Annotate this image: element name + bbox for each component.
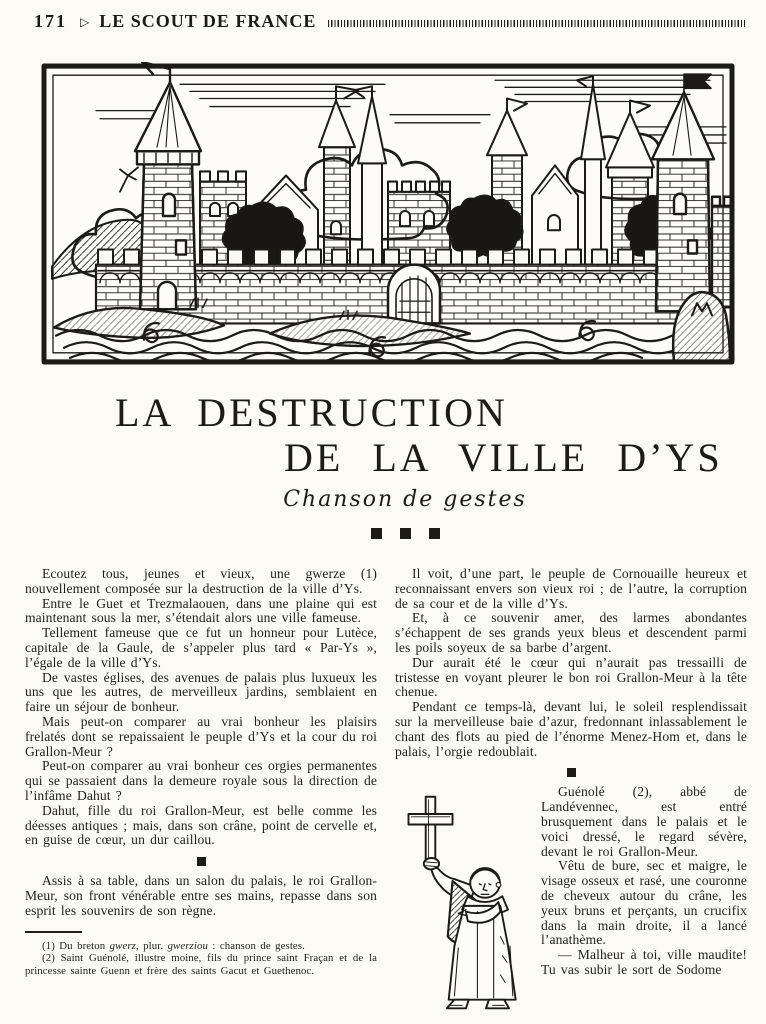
paragraph: Mais peut-on comparer au vrai bonheur les plaisirs frelatés dont se repaissaient le peuple d’Ys et la cour du roi Grallon-Meur ? [25, 713, 377, 759]
footnotes [25, 931, 377, 978]
monk-foot [447, 1000, 469, 1009]
monk-guenole-illustration [397, 790, 531, 1016]
page-header [34, 11, 746, 32]
article-title-line1: LA DESTRUCTION [115, 390, 508, 435]
paragraph: Tellement fameuse que ce fut un honneur pour Lutèce, capitale de la Gaule, de s’appeler plus tard « Par-Ys », l’égale de la ville d’Ys. [25, 625, 377, 670]
paragraph: Et, à ce souvenir amer, des larmes abondantes s’échappent de ses grands yeux bleus et descendent parmi les poils soyeux de sa barbe d’argent. [395, 610, 747, 655]
city-gate [388, 265, 440, 324]
crucifix [408, 797, 452, 860]
dotted-rule [328, 20, 746, 27]
article-title-line2: DE LA VILLE D’YS [284, 434, 723, 480]
city-of-ys-woodcut [40, 62, 736, 366]
paragraph: Assis à sa table, dans un salon du palais, le roi Grallon-Meur, son front vénérable entre ses mains, repasse dans son esprit les souvenirs de son règne. [25, 873, 377, 918]
footnote-2: (2) Saint Guénolé, illustre moine, fils du prince saint Fraçan et de la princesse sainte Guenn et frère des saints Gacut et Guethenoc. [25, 952, 377, 977]
monk-section [395, 785, 747, 1016]
right-column [395, 567, 747, 1016]
article-body [25, 567, 747, 1016]
ornament-square [429, 528, 440, 539]
title-ornament-squares [45, 528, 765, 539]
paragraph: Peut-on comparer au vrai bonheur ces orgies permanentes qui se passaient dans la demeure royale sous la direction de l’infâme Dahut ? [25, 758, 377, 803]
paragraph: Ecoutez tous, jeunes et vieux, une gwerze (1) nouvellement composée sur la destruction de la ville d’Ys. [25, 566, 377, 596]
ornament-square [400, 528, 411, 539]
paragraph: Pendant ce temps-là, devant lui, le soleil resplendissait sur la merveilleuse baie d’azur, fredonnant inlassablement le chant des flots au pied de l’énorme Menez-Hom et, dans le palais, l’orgie redoublait. [395, 699, 747, 759]
paragraph: De vastes églises, des avenues de palais plus luxueux les uns que les autres, de merveilleux jardins, semblaient en faire un séjour de bonheur. [25, 669, 377, 715]
footnote-1: (1) Du breton gwerz, plur. gwerziou : chanson de gestes. [42, 939, 305, 952]
ornament-square [371, 528, 382, 539]
paragraph: Guénolé (2), abbé de Landévennec, est entré brusquement dans le palais et le voici dressé, le regard sévère, devant le roi Grallon-Meur. [541, 784, 747, 859]
left-column [25, 567, 377, 1016]
article-title-block [0, 392, 766, 539]
page-number: 171 [34, 11, 67, 31]
article-subtitle: Chanson de gestes [283, 487, 527, 513]
paragraph: Il voit, d’une part, le peuple de Cornouaille heureux et reconnaissant envers son vieux roi ; de l’autre, la corruption de sa cour et de la ville d’Ys. [395, 566, 747, 611]
triangle-bullet-icon: ▷ [80, 15, 90, 29]
section-divider-square [395, 768, 747, 777]
paragraph: Dahut, fille du roi Grallon-Meur, est belle comme les déesses antiques ; mais, dans son crâne, point de cervelle et, en guise de cœur, un dur caillou. [25, 802, 377, 848]
paragraph: Vêtu de bure, sec et maigre, le visage osseux et rasé, une couronne de cheveux autour du crâne, les yeux bruns et perçants, un crucifix dans la main droite, il a lancé l’anathème. [541, 858, 747, 948]
paragraph: Entre le Guet et Trezmalaouen, dans une plaine qui est maintenant sous la mer, s’étendait alors une ville fameuse. [25, 595, 377, 626]
section-divider-square [25, 857, 377, 866]
paragraph: — Malheur à toi, ville maudite! Tu vas subir le sort de Sodome [541, 947, 747, 977]
paragraph: Dur aurait été le cœur qui n’aurait pas tressailli de tristesse en voyant pleurer le bon roi Grallon-Meur à la tête chenue. [395, 654, 747, 700]
footnote-rule [25, 931, 82, 933]
monk-foot [486, 1000, 509, 1009]
masthead-title: LE SCOUT DE FRANCE [99, 11, 317, 31]
